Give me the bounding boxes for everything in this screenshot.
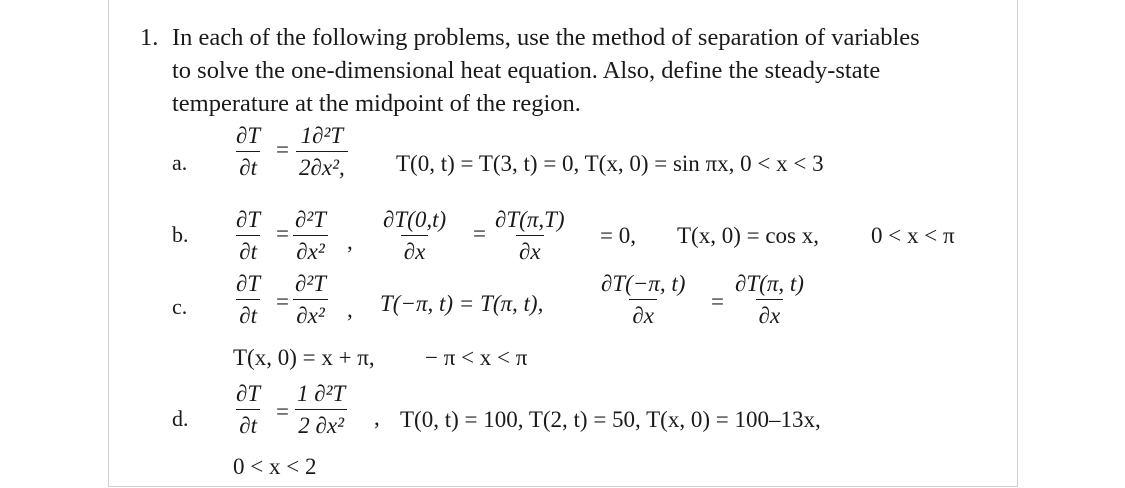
part-b-rhs-den: ∂x² (293, 235, 327, 263)
part-a-lhs-num: ∂T (236, 123, 261, 148)
problem-number: 1. (140, 24, 159, 51)
part-d-rhs-den: 2 ∂x² (295, 409, 347, 437)
part-a-label: a. (172, 150, 188, 175)
part-c-rhs-num: ∂²T (295, 271, 327, 296)
part-b-lhs-fraction (233, 208, 263, 263)
part-c-bc2-num: ∂T(π, t) (735, 271, 804, 296)
part-b-lhs-num: ∂T (236, 207, 261, 232)
part-d-conditions: T(0, t) = 100, T(2, t) = 50, T(x, 0) = 100–13x, (400, 407, 821, 432)
part-b-bc1-den: ∂x (401, 235, 429, 263)
part-c-range: − π < x < π (425, 345, 528, 370)
part-c-lhs-fraction (233, 272, 263, 327)
part-c-bc1-den: ∂x (629, 299, 657, 327)
part-c-lhs-den: ∂t (236, 299, 260, 327)
part-b-bc-equals: = (473, 221, 486, 246)
part-c-label: c. (172, 294, 188, 319)
part-c-comma: , (347, 297, 353, 322)
part-c-bc2-den: ∂x (756, 299, 784, 327)
part-a-rhs-den: 2∂x², (296, 151, 348, 179)
part-c-rhs-den: ∂x² (293, 299, 327, 327)
part-c-equals: = (276, 289, 289, 314)
part-d-lhs-fraction (233, 382, 263, 437)
part-a-rhs-num: 1∂²T (300, 123, 344, 148)
part-d-rhs-num: 1 ∂²T (297, 381, 346, 406)
part-c-bc1-fraction (598, 272, 688, 327)
part-b-lhs-den: ∂t (236, 235, 260, 263)
part-c-periodic-condition: T(−π, t) = T(π, t), (380, 291, 544, 316)
part-a-lhs-fraction (233, 124, 263, 179)
part-d-equals: = (276, 399, 289, 424)
part-c-lhs-num: ∂T (236, 271, 261, 296)
part-b-bc2-den: ∂x (516, 235, 544, 263)
part-d-range: 0 < x < 2 (233, 454, 317, 479)
intro-line-1: In each of the following problems, use the method of separation of variables (172, 24, 920, 51)
part-a-rhs-fraction (296, 124, 348, 179)
part-b-comma: , (347, 229, 353, 254)
part-c-bc1-num: ∂T(−π, t) (601, 271, 686, 296)
part-b-after-bc: = 0, (600, 223, 636, 248)
part-b-rhs-num: ∂²T (295, 207, 327, 232)
part-c-bc-equals: = (711, 289, 724, 314)
part-b-rhs-fraction (292, 208, 329, 263)
part-b-range: 0 < x < π (871, 223, 955, 248)
part-a-conditions: T(0, t) = T(3, t) = 0, T(x, 0) = sin πx, 0 < x < 3 (396, 151, 824, 176)
part-d-label: d. (172, 406, 189, 431)
part-c-initial-condition: T(x, 0) = x + π, (233, 345, 375, 370)
part-a-equals: = (276, 137, 289, 162)
part-d-rhs-fraction (294, 382, 348, 437)
part-d-lhs-num: ∂T (236, 381, 261, 406)
part-b-initial-condition: T(x, 0) = cos x, (677, 223, 819, 248)
part-b-label: b. (172, 222, 189, 247)
part-a-lhs-den: ∂t (236, 151, 260, 179)
intro-line-2: to solve the one-dimensional heat equation. Also, define the steady-state (172, 57, 881, 84)
part-b-bc2-fraction (492, 208, 568, 263)
part-c-rhs-fraction (292, 272, 329, 327)
part-b-bc1-num: ∂T(0,t) (383, 207, 447, 232)
part-b-bc2-num: ∂T(π,T) (495, 207, 565, 232)
part-d-lhs-den: ∂t (236, 409, 260, 437)
intro-line-3: temperature at the midpoint of the region. (172, 90, 581, 117)
part-d-comma: , (374, 405, 380, 430)
part-c-bc2-fraction (732, 272, 807, 327)
part-b-equals: = (276, 221, 289, 246)
part-b-bc1-fraction (380, 208, 449, 263)
